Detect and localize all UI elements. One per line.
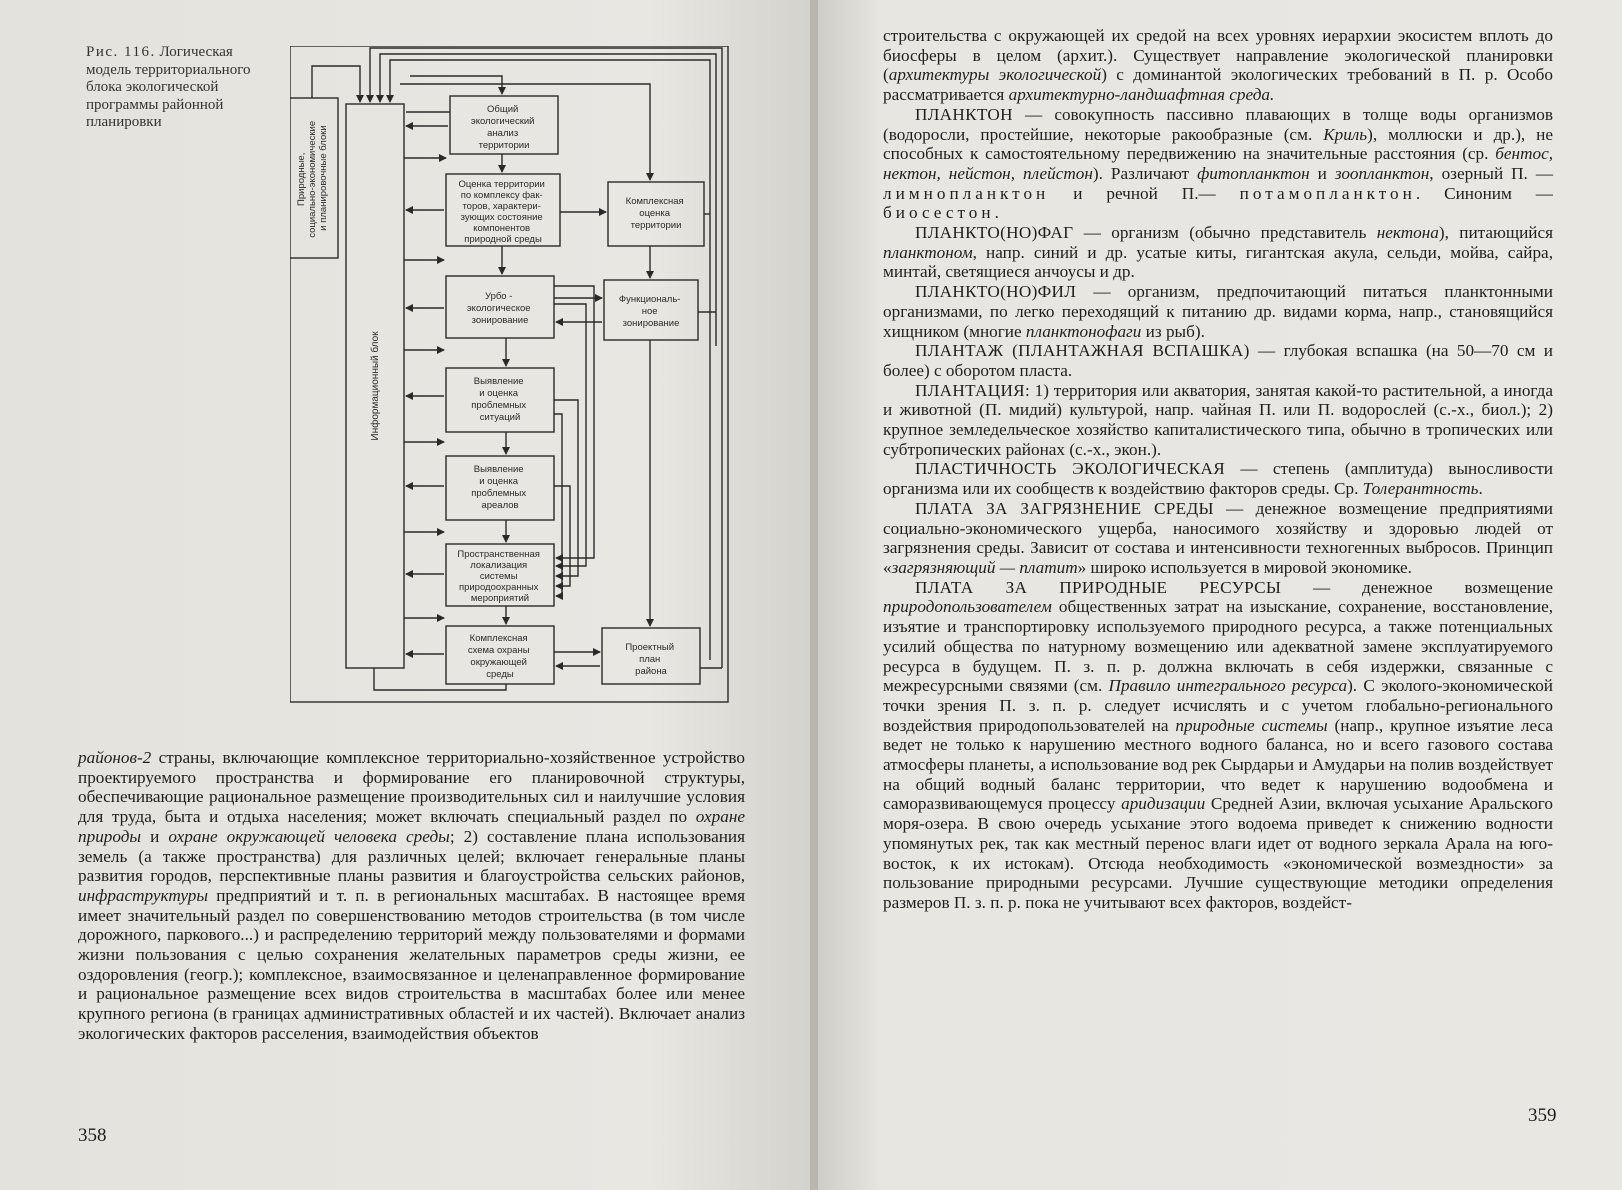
italic-term: районов-2 — [78, 748, 152, 767]
right-paragraph-continuation — [883, 26, 1553, 105]
right-body-text — [883, 26, 1553, 913]
spaced-term: лимнопланктон — [883, 183, 1050, 203]
text-run: ). Различают — [1092, 163, 1198, 183]
italic-term: природопользователем — [883, 597, 1052, 617]
headword: ПЛАНКТО(НО)ФАГ — [915, 223, 1074, 243]
text-run: страны, включающие комплексное территориально-хозяйственное устройство проектируемого пространства и формирование его планировочной структуры, обеспечивающие рациональное размещение производительных сил и наилучшие условия для труда, быта и отдыха населения; может включать специальный раздел по — [78, 748, 745, 827]
text-run: (напр., крупное изъятие леса ведет не только к нарушению местного водного баланса, но и всего газового состава атмосферы планеты, а использование вод рек Сырдарьи и Амударьи на полив воздействует на общий водный баланс территории, что ведет к нарушению водообмена и саморазвивающемуся процессу — [883, 715, 1553, 814]
entry-plantazh — [883, 341, 1553, 380]
headword: ПЛАНТАЦИЯ — [915, 380, 1025, 400]
complex-assessment-text: Комплексная оценка территории — [625, 196, 684, 231]
italic-term: Криль — [1323, 124, 1368, 144]
italic-term: планктоном — [883, 242, 973, 262]
project-plan-text: Проектный план района — [625, 642, 675, 677]
italic-term: архитектурно-ландшафтная среда. — [1008, 85, 1275, 105]
natural-blocks-label: Природные, социально-экономические и планировочные блоки — [296, 120, 329, 238]
urbo-zoning-text: Урбо - экологическое зонирование — [466, 291, 531, 326]
headword: ПЛАТА ЗА ПРИРОДНЫЕ РЕСУРСЫ — [915, 577, 1282, 597]
headword: ПЛАНКТО(НО)ФИЛ — [915, 282, 1077, 302]
italic-term: зоопланктон — [1334, 163, 1430, 183]
logic-model-diagram — [290, 46, 730, 706]
text-run: ) с доминантой экологических требований в П. р. Особо рассматривается — [883, 65, 1553, 105]
text-run: — степень (амплитуда) выносливости организма или их сообществ к воздействию факторов среды. Ср. — [883, 459, 1554, 499]
text-run: и речной П.— — [1049, 183, 1240, 203]
text-run: ). С эколого-экономической точки зрения П. з. п. р. следует исчислять и с учетом глобально-регионального воздействия природопользователей на — [883, 676, 1553, 735]
text-run: — глубокая вспашка (на 50—70 см и более) с оборотом пласта. — [883, 341, 1553, 380]
page-number-left: 358 — [78, 1125, 107, 1146]
italic-term: загрязняющий — платит — [891, 557, 1078, 577]
headword: ПЛАТА ЗА ЗАГРЯЗНЕНИЕ СРЕДЫ — [915, 498, 1214, 518]
entry-plastichnost — [883, 459, 1553, 498]
text-run: : 1) территория или акватория, занятая какой-то растительной, а иногда и животной (П. мидий) культурой, напр. чайная П. или П. водорослей (с.-х., биол.); 2) крупное земледельческое хозяйство капиталистического типа, обычно в тропических или субтропических районах (с.-х., экон.). — [883, 380, 1553, 459]
italic-term: Толерантность — [1362, 479, 1479, 499]
figure-number: Рис. 116. — [86, 44, 156, 60]
text-run: общественных затрат на изыскание, сохранение, восстановление, изъятие и транспортировку используемого природного ресурса, а также потенциальных усилий общества по натурному возмещению или адекватной замене эксплуатируемого ресурса в будущем. П. з. п. р. должна включать в себя издержки, связанные с межресурсными связями (см. — [883, 597, 1553, 696]
text-run: ), моллюски и др.), не способных к самостоятельному передвижению на значительные расстояния (ср. — [883, 124, 1553, 164]
text-run: . — [994, 203, 999, 223]
text-run: — совокупность пассивно плавающих в толще воды организмов (водоросли, простейшие, некоторые ракообразные (см. — [883, 104, 1553, 144]
entry-plankton — [883, 105, 1553, 223]
headword: ПЛАНКТОН — [915, 104, 1013, 124]
text-run: строительства с окружающей их средой на всех уровнях иерархии экосистем вплоть до биосферы в целом (архит.). Существует направление экологической планировки ( — [883, 26, 1553, 85]
text-run: ; 2) составление плана использования земель (а также пространства) для различных целей; включает генеральные планы развития городов, перспективные планы развития и благоустройства сельских районов, — [78, 826, 745, 886]
text-run: » широко используется в мировой экономике. — [1077, 557, 1412, 577]
text-run: . Синоним — — [1415, 183, 1553, 203]
text-run: — денежное возмещение — [1281, 577, 1553, 597]
text-run: ), питающийся — [1438, 223, 1554, 243]
left-paragraph — [78, 748, 745, 1044]
problem-situations-text: Выявление и оценка проблемных ситуаций — [471, 376, 527, 423]
headword: ПЛАНТАЖ (ПЛАНТАЖНАЯ ВСПАШКА) — [915, 341, 1250, 361]
info-block-label: Информационный блок — [370, 331, 381, 441]
assessment-text: Оценка территории по комплексу фак- торов, характери- зующих состояние компонентов природной среды — [458, 179, 545, 245]
italic-term: охране окружающей человека среды — [168, 826, 450, 846]
functional-zoning-text: Функциональ- ное зонирование — [618, 294, 681, 329]
italic-term: бентос, нектон, нейстон, плейстон — [883, 144, 1553, 183]
italic-term: Правило интегрального ресурса — [1108, 676, 1348, 696]
entry-plantatsiya — [883, 381, 1553, 460]
spatial-localization-text: Пространственная локализация системы природоохранных мероприятий — [457, 549, 540, 604]
text-run: из рыб). — [1141, 321, 1205, 341]
text-run: , напр. синий и др. усатые киты, гигантская акула, сельди, мойва, сайра, минтай, светящиеся анчоусы и др. — [883, 242, 1553, 282]
headword: ПЛАСТИЧНОСТЬ ЭКОЛОГИЧЕСКАЯ — [915, 459, 1226, 479]
entry-planktonofil — [883, 282, 1553, 341]
text-run: , озерный П. — — [1429, 163, 1554, 183]
text-run: Средней Азии, включая усыхание Аральского моря-озера. В свою очередь усыхание этого водоема приведет к снижению водности упомянутых рек, так как местный перенос влаги идет от водного зеркала Арала на юго-восток, к их истокам). Отсюда необходимость «экономической возмездности» за пользование природными ресурсами. Лучшие существующие методики определения размеров П. з. п. р. пока не учитывают всех факторов, воздейст- — [883, 794, 1554, 912]
italic-term: планктонофаги — [1025, 321, 1142, 341]
entry-plata-zagryaznenie — [883, 499, 1553, 578]
spaced-term: биосестон — [883, 203, 995, 223]
italic-term: фитопланктон — [1197, 163, 1310, 183]
italic-term: охране природы — [78, 807, 745, 846]
problem-areas-text: Выявление и оценка проблемных ареалов — [471, 464, 527, 511]
left-body-text — [78, 748, 745, 1044]
figure-caption-text: Логическая модель территориального блока экологической программы районной планировки — [86, 44, 251, 130]
entry-planktonofag — [883, 223, 1553, 282]
general-analysis-text: Общий экологический анализ территории — [470, 104, 535, 151]
figure-caption — [86, 44, 268, 132]
text-run: предприятий и т. п. в региональных масштабах. В настоящее время имеет значительный раздел по совершенствованию методов строительства (в том числе дорожного, паркового...) и распределению территорий между пользователями и формами жизни пользования с целью сохранения желательных параметров среды жизни, ее оздоровления (геогр.); комплексное, взаимосвязанное и целенаправленное формирование и рациональное размещение всех видов строительства в масштабах более или менее крупного региона (в границах административных областей и их частей). Включает анализ экологических факторов расселения, взаимодействия объектов — [78, 885, 745, 1043]
text-run: и — [141, 826, 169, 846]
entry-plata-resursy — [883, 578, 1553, 913]
text-run: и — [1309, 163, 1335, 183]
page-number-right: 359 — [1528, 1105, 1557, 1126]
italic-term: аридизации — [1121, 794, 1206, 814]
italic-term: нектона — [1376, 223, 1439, 243]
italic-term: архитектуры экологической — [888, 65, 1102, 85]
protection-scheme-text: Комплексная схема охраны окружающей среды — [467, 633, 530, 680]
text-run: — организм (обычно представитель — [1073, 223, 1377, 243]
text-run: — организм, предпочитающий питаться планктонными организмами, по легко переходящий к питанию др. видами корма, напр., становящийся хищником (многие — [883, 282, 1553, 341]
italic-term: природные системы — [1175, 715, 1328, 735]
text-run: . — [1478, 479, 1483, 499]
text-run: — денежное возмещение предприятиями социально-экономического ущерба, наносимого хозяйству и здоровью людей от загрязнения среды. Зависит от состава и интенсивности техногенных выбросов. Принцип « — [883, 498, 1553, 577]
spaced-term: потамопланктон — [1239, 183, 1416, 203]
italic-term: инфраструктуры — [78, 885, 208, 905]
